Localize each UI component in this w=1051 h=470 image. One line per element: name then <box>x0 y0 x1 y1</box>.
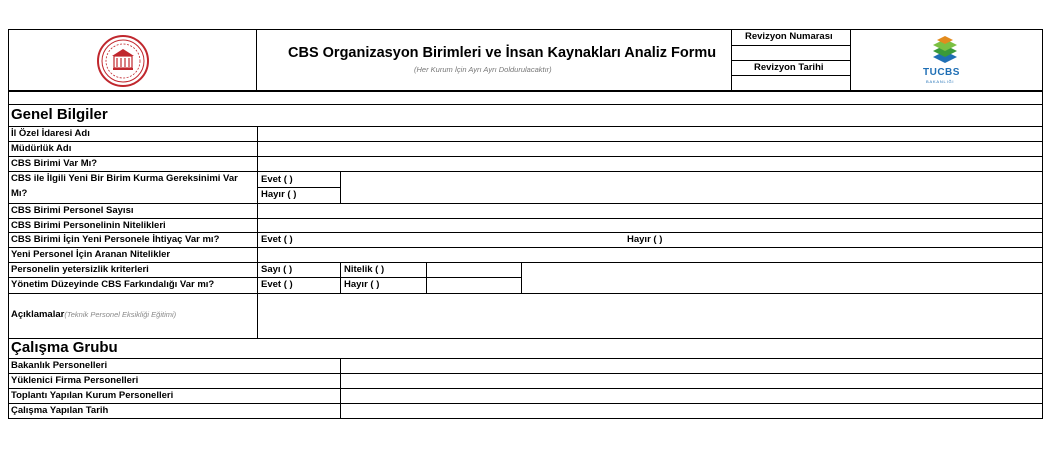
label-yetersizlik: Personelin yetersizlik kriterleri <box>11 264 149 275</box>
revision-number-field[interactable] <box>732 46 849 59</box>
form-title: CBS Organizasyon Birimleri ve İnsan Kaynakları Analiz Formu <box>288 45 717 61</box>
ihtiyac-hayir-option[interactable]: Hayır ( ) <box>627 234 663 245</box>
toplanti-field[interactable] <box>341 389 1042 403</box>
tucbs-logo-text: TUCBS <box>923 67 960 78</box>
label-il-ozel-idaresi: İl Özel İdaresi Adı <box>11 128 90 139</box>
row-line <box>8 232 1043 233</box>
tucbs-logo-subtext: BAKANLIĞI <box>926 79 955 84</box>
header-divider-logo <box>850 29 851 91</box>
header-rev-line-2 <box>731 60 850 61</box>
aranan-nitelikler-field[interactable] <box>258 248 1042 262</box>
row-line <box>8 104 1043 105</box>
il-ozel-idaresi-field[interactable] <box>258 127 1042 141</box>
label-farkindalik: Yönetim Düzeyinde CBS Farkındalığı Var mı? <box>11 279 215 290</box>
label-yeni-birim-line2: Mı? <box>11 188 28 199</box>
farkindalik-hayir-option[interactable]: Hayır ( ) <box>344 279 380 290</box>
revision-date-label: Revizyon Tarihi <box>754 62 824 73</box>
personel-nitelikleri-field[interactable] <box>258 219 1042 232</box>
yeni-birim-evet-option[interactable]: Evet ( ) <box>261 174 293 185</box>
option-divider <box>521 262 522 293</box>
header-divider-left <box>256 29 257 91</box>
label-aciklamalar <box>11 309 176 321</box>
label-mudurluk: Müdürlük Adı <box>11 143 72 154</box>
row-line <box>8 338 1043 339</box>
label-aranan-nitelikler: Yeni Personel İçin Aranan Nitelikler <box>11 249 171 260</box>
yeni-birim-option-divider <box>340 171 341 203</box>
section-general-title: Genel Bilgiler <box>11 106 108 123</box>
label-yuklenici: Yüklenici Firma Personelleri <box>11 375 139 386</box>
row-line <box>8 277 521 278</box>
row-line <box>8 262 1043 263</box>
section-work-group-title: Çalışma Grubu <box>11 339 118 356</box>
yetersizlik-sayi-option[interactable]: Sayı ( ) <box>261 264 293 275</box>
aciklamalar-note: (Teknik Personel Eksikliği Eğitimi) <box>64 310 177 319</box>
label-yeni-birim-line1: CBS ile İlgili Yeni Bir Birim Kurma Gereksinimi Var <box>11 173 238 184</box>
form-subtitle: (Her Kurum İçin Ayrı Ayrı Doldurulacaktır) <box>414 65 552 74</box>
tucbs-logo <box>925 33 965 67</box>
label-yeni-personel-ihtiyac: CBS Birimi İçin Yeni Personele İhtiyaç Var mı? <box>11 234 220 245</box>
mudurluk-field[interactable] <box>258 142 1042 156</box>
aciklamalar-field[interactable] <box>258 294 1042 337</box>
bakanlik-field[interactable] <box>341 359 1042 373</box>
label-toplanti: Toplantı Yapılan Kurum Personelleri <box>11 390 174 401</box>
revision-number-label: Revizyon Numarası <box>745 31 833 42</box>
cbs-birimi-var-mi-field[interactable] <box>258 157 1042 171</box>
label-personel-sayisi: CBS Birimi Personel Sayısı <box>11 205 134 216</box>
yeni-birim-hayir-option[interactable]: Hayır ( ) <box>261 189 297 200</box>
row-line <box>8 171 1043 172</box>
farkindalik-evet-option[interactable]: Evet ( ) <box>261 279 293 290</box>
ministry-seal-logo <box>96 34 150 88</box>
revision-date-field[interactable] <box>732 76 849 90</box>
label-bakanlik: Bakanlık Personelleri <box>11 360 108 371</box>
label-personel-nitelikleri: CBS Birimi Personelinin Nitelikleri <box>11 220 166 231</box>
label-calisma-tarihi: Çalışma Yapılan Tarih <box>11 405 109 416</box>
yeni-birim-option-line <box>257 187 340 188</box>
aciklamalar-text: Açıklamalar <box>11 309 65 320</box>
personel-sayisi-field[interactable] <box>258 204 1042 218</box>
ihtiyac-evet-option[interactable]: Evet ( ) <box>261 234 293 245</box>
label-cbs-birimi-var-mi: CBS Birimi Var Mı? <box>11 158 98 169</box>
calisma-tarihi-field[interactable] <box>341 404 1042 418</box>
yetersizlik-nitelik-option[interactable]: Nitelik ( ) <box>344 264 385 275</box>
yuklenici-field[interactable] <box>341 374 1042 388</box>
